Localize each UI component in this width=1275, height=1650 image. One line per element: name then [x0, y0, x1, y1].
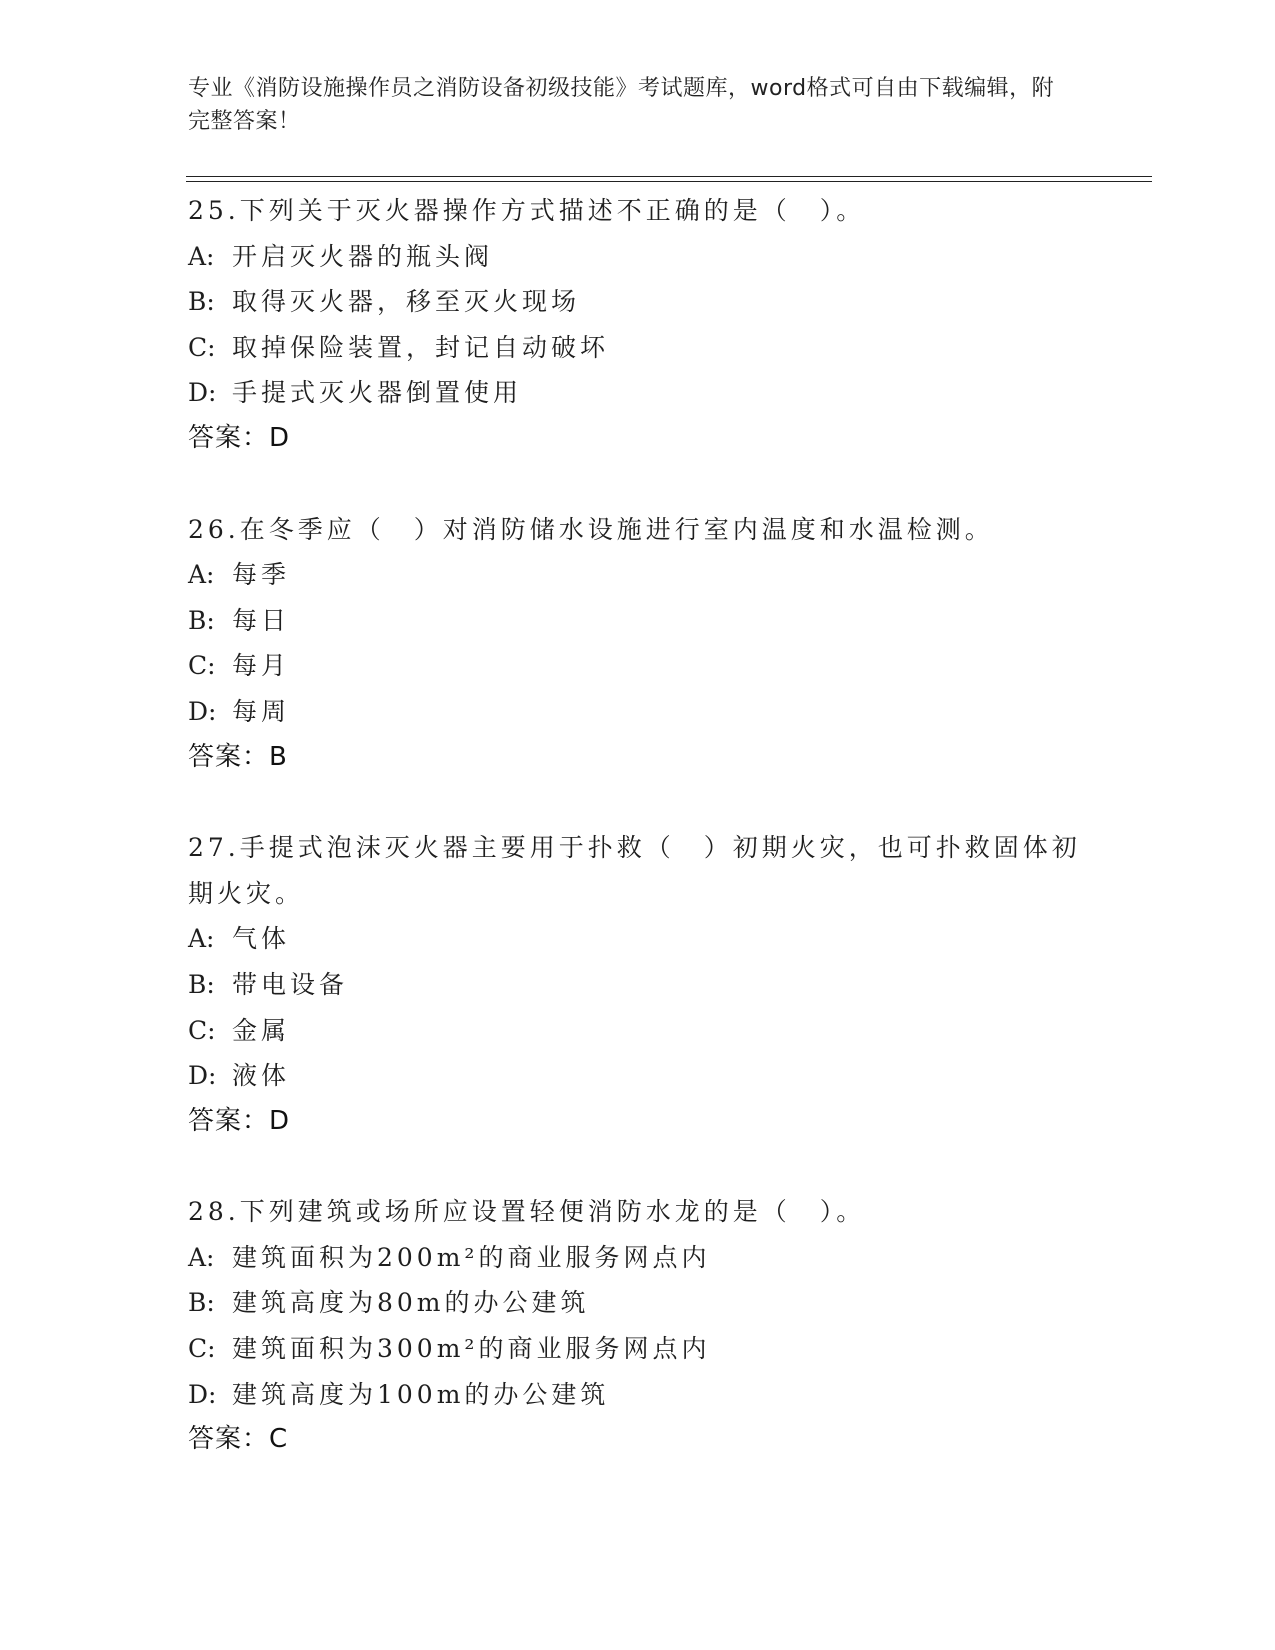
option-text: 带电设备: [232, 969, 349, 999]
option-label: C:: [188, 1015, 216, 1045]
answer: 答案：D: [188, 1105, 291, 1136]
option-a: [188, 552, 1088, 598]
question-text: 25.下列关于灭火器操作方式描述不正确的是（ ）。: [188, 196, 866, 225]
option-a: [188, 1235, 1088, 1281]
option-b: [188, 1280, 1088, 1326]
option-label: A:: [188, 241, 215, 271]
header-divider-bottom: [186, 181, 1152, 182]
option-text: 开启灭火器的瓶头阀: [232, 241, 494, 271]
option-text: 取得灭火器，移至灭火现场: [232, 287, 581, 317]
option-text: 金属: [232, 1015, 291, 1045]
question-26: [188, 507, 1088, 781]
option-text: 每周: [232, 696, 291, 726]
question-27: [188, 825, 1088, 1144]
option-a: [188, 234, 1088, 280]
option-text: 取掉保险装置，封记自动破坏: [232, 332, 610, 362]
option-b: [188, 279, 1088, 325]
option-c: [188, 325, 1088, 371]
option-label: A:: [188, 1242, 215, 1272]
question-list: [188, 188, 1088, 1508]
option-label: D:: [188, 696, 217, 726]
option-label: A:: [188, 924, 215, 954]
document-header: 专业《消防设施操作员之消防设备初级技能》考试题库，word格式可自由下载编辑，附完整答案！: [188, 76, 1055, 134]
option-text: 建筑面积为300m²的商业服务网点内: [232, 1334, 711, 1364]
option-a: [188, 916, 1088, 962]
option-d: [188, 1053, 1088, 1099]
option-text: 建筑高度为100m的办公建筑: [232, 1379, 610, 1409]
option-label: A:: [188, 560, 215, 590]
option-d: [188, 370, 1088, 416]
option-d: [188, 689, 1088, 735]
question-text: 26.在冬季应（ ）对消防储水设施进行室内温度和水温检测。: [188, 514, 994, 544]
question-25: [188, 188, 1088, 462]
option-text: 建筑高度为80m的办公建筑: [232, 1288, 590, 1318]
option-b: [188, 962, 1088, 1008]
option-label: C:: [188, 332, 216, 362]
answer: 答案：B: [188, 741, 288, 772]
option-text: 每日: [232, 605, 291, 635]
header-divider-top: [186, 176, 1152, 177]
option-text: 每季: [232, 560, 291, 590]
answer: 答案：C: [188, 1424, 289, 1455]
option-b: [188, 598, 1088, 644]
option-c: [188, 1008, 1088, 1054]
option-label: D:: [188, 1061, 217, 1091]
question-28: [188, 1189, 1088, 1463]
option-c: [188, 643, 1088, 689]
option-text: 建筑面积为200m²的商业服务网点内: [232, 1242, 711, 1272]
option-d: [188, 1372, 1088, 1418]
option-label: C:: [188, 651, 216, 681]
option-c: [188, 1326, 1088, 1372]
option-text: 气体: [232, 924, 291, 954]
question-text: 28.下列建筑或场所应设置轻便消防水龙的是（ ）。: [188, 1197, 866, 1227]
option-label: B:: [188, 605, 215, 635]
option-label: B:: [188, 287, 215, 317]
option-label: D:: [188, 378, 217, 408]
option-label: C:: [188, 1334, 216, 1364]
option-label: B:: [188, 969, 215, 999]
option-label: D:: [188, 1379, 217, 1409]
option-text: 每月: [232, 651, 291, 681]
question-text: 27.手提式泡沫灭火器主要用于扑救（ ）初期火灾，也可扑救固体初期火灾。: [188, 833, 1081, 908]
option-text: 液体: [232, 1061, 291, 1091]
option-text: 手提式灭火器倒置使用: [232, 378, 523, 408]
answer: 答案：D: [188, 422, 291, 453]
option-label: B:: [188, 1288, 215, 1318]
